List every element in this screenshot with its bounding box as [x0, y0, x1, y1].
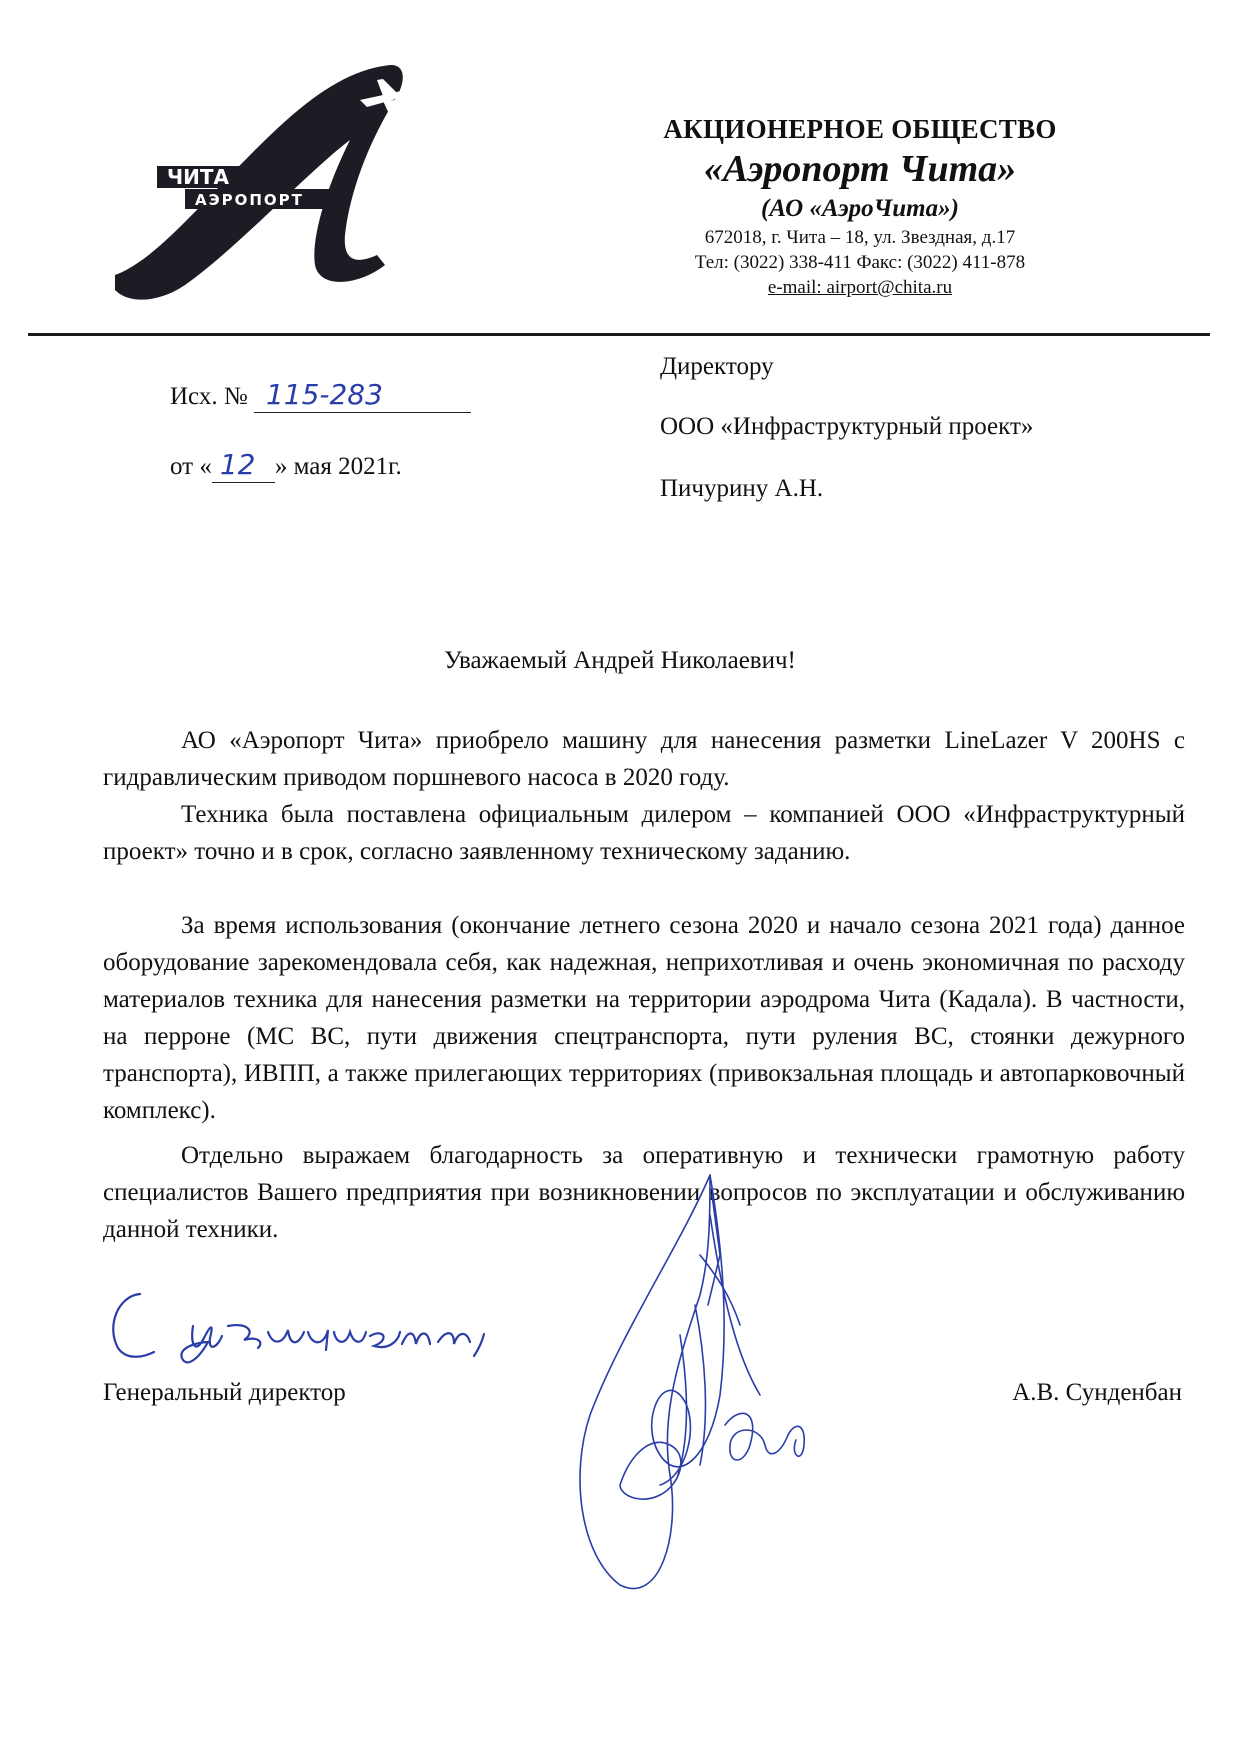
date-prefix: от « [170, 453, 212, 480]
signature [560, 1155, 820, 1605]
org-address: 672018, г. Чита – 18, ул. Звездная, д.17 [704, 227, 1016, 248]
airport-chita-logo [115, 60, 475, 320]
outgoing-number [170, 380, 471, 413]
org-phone: Тел: (3022) 338-411 Факс: (3022) 411-878 [694, 252, 1026, 273]
greeting: Уважаемый Андрей Николаевич! [444, 647, 796, 674]
body-paragraph: АО «Аэропорт Чита» приобрело машину для нанесения разметки LineLazer V 200HS с гидравлическим приводом поршневого насоса в 2020 году. [103, 727, 1185, 791]
body-paragraph: Техника была поставлена официальным дилером – компанией ООО «Инфраструктурный проект» точно и в срок, согласно заявленному техническому заданию. [103, 801, 1185, 865]
logo-text-chita: ЧИТА [167, 165, 230, 189]
signer-name: А.В. Сунденбан [1012, 1379, 1182, 1406]
org-short-name: (АО «АэроЧита») [761, 195, 959, 222]
letterhead [580, 112, 1140, 300]
header-divider [28, 333, 1210, 336]
body-paragraph: За время использования (окончание летнего сезона 2020 и начало сезона 2021 года) данное оборудование зарекомендовала себя, как надежная, неприхотливая и очень экономичная по расходу материалов техника для нанесения разметки на территории аэродрома Чита (Кадала). В частности, на перроне (МС ВС, пути движения спецтранспорта, пути руления ВС, стоянки дежурного транспорта), ИВПП, а также прилегающих территориях (привокзальная площадь и автопарковочный комплекс). [103, 912, 1185, 1124]
handwritten-closing [98, 1286, 568, 1366]
addressee-line-3: Пичурину А.Н. [660, 475, 824, 502]
addressee-line-2: ООО «Инфраструктурный проект» [660, 413, 1034, 440]
org-type: АКЦИОНЕРНОЕ ОБЩЕСТВО [663, 114, 1057, 144]
signer-title: Генеральный директор [103, 1379, 346, 1406]
body-paragraph: Отдельно выражаем благодарность за оперативную и технически грамотную работу специалистов Вашего предприятия при возникновении вопросов по эксплуатации и обслуживанию данной техники. [103, 1142, 1185, 1243]
outgoing-number-value: 115-283 [265, 378, 383, 411]
addressee-line-1: Директору [660, 353, 774, 380]
org-name: «Аэропорт Чита» [703, 148, 1017, 190]
date-suffix: » мая 2021г. [274, 453, 402, 480]
date-day: 12 [219, 448, 256, 481]
outgoing-number-label: Исх. № [170, 383, 248, 410]
org-email-link[interactable]: e-mail: airport@chita.ru [767, 277, 953, 298]
outgoing-date [170, 450, 402, 483]
logo-text-aeroport: АЭРОПОРТ [195, 191, 304, 209]
